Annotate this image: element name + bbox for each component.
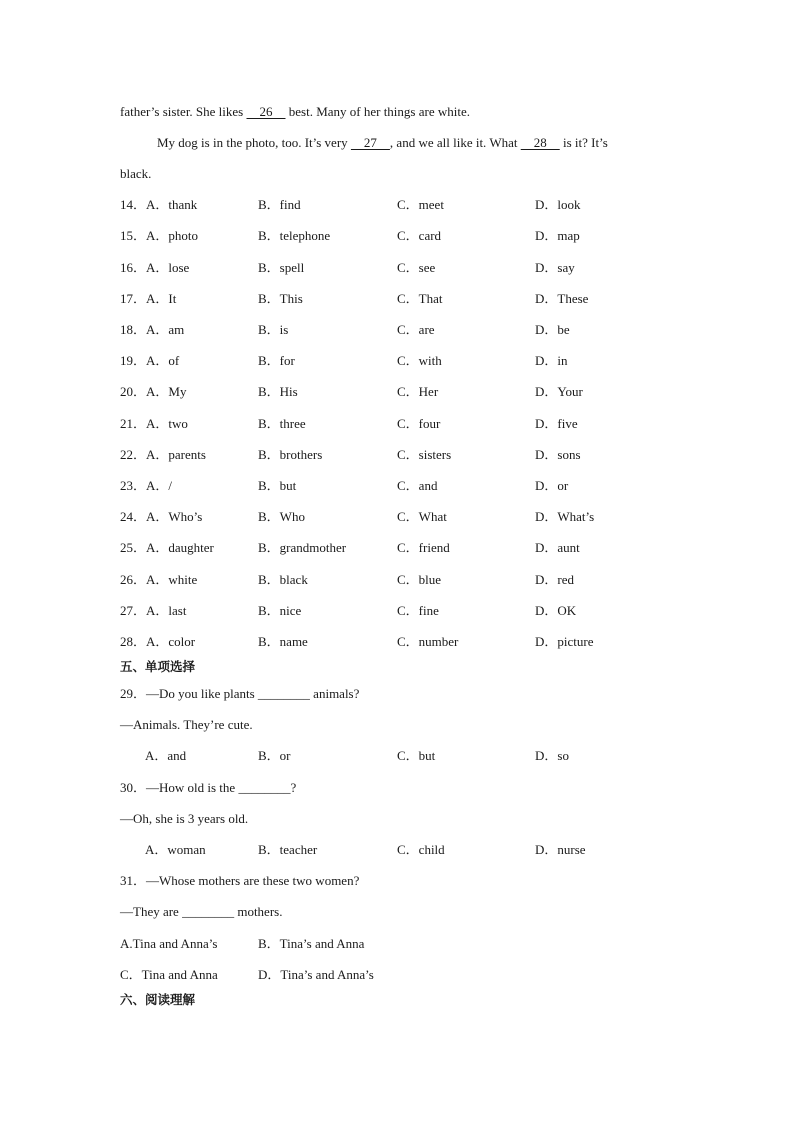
- blank-28: 28: [520, 135, 560, 150]
- option-d: D．aunt: [535, 540, 580, 555]
- question-30-options: [120, 842, 720, 858]
- question-31-options-cd: [120, 967, 720, 983]
- option-d: D．These: [535, 291, 589, 306]
- option-b: B．name: [258, 634, 308, 649]
- option-a: 27．A．last: [120, 603, 187, 618]
- cloze-row-15: [120, 228, 720, 244]
- option-b: B．brothers: [258, 447, 323, 462]
- option-b: B．teacher: [258, 842, 318, 857]
- option-d: D．map: [535, 228, 580, 243]
- option-b: B．grandmother: [258, 540, 347, 555]
- option-d: D．so: [535, 748, 569, 763]
- passage-line-2: [157, 135, 608, 151]
- option-b: B．spell: [258, 260, 305, 275]
- option-a: 17．A．It: [120, 291, 177, 306]
- cloze-row-21: [120, 416, 720, 432]
- option-c: C．child: [397, 842, 445, 857]
- option-b: B．black: [258, 572, 308, 587]
- question-31-options-ab: [120, 936, 720, 952]
- option-d: D．nurse: [535, 842, 586, 857]
- cloze-row-27: [120, 603, 720, 619]
- cloze-row-14: [120, 197, 720, 213]
- question-29-options: [120, 748, 720, 764]
- option-a: 23．A．/: [120, 478, 173, 493]
- option-a: 21．A．two: [120, 416, 188, 431]
- option-c: C．Tina and Anna: [120, 967, 218, 982]
- passage-text: father’s sister. She likes: [120, 104, 247, 119]
- option-b: B．nice: [258, 603, 302, 618]
- passage-line-3: black.: [120, 166, 152, 181]
- option-a: 14．A．thank: [120, 197, 198, 212]
- option-c: C．card: [397, 228, 442, 243]
- passage-text: , and we all like it. What: [389, 135, 521, 150]
- passage-line-1: [120, 104, 470, 120]
- option-b: B．Who: [258, 509, 305, 524]
- option-d: D．Your: [535, 384, 583, 399]
- option-c: C．friend: [397, 540, 450, 555]
- option-b: B．but: [258, 478, 297, 493]
- cloze-row-17: [120, 291, 720, 307]
- option-c: C．That: [397, 291, 443, 306]
- option-c: C．are: [397, 322, 435, 337]
- section-5-heading: 五、单项选择: [120, 659, 196, 674]
- option-b: B．This: [258, 291, 303, 306]
- cloze-row-16: [120, 260, 720, 276]
- passage-text: My dog is in the photo, too. It’s very: [157, 135, 351, 150]
- option-c: C．four: [397, 416, 441, 431]
- option-c: C．and: [397, 478, 438, 493]
- option-d: D．Tina’s and Anna’s: [258, 967, 374, 982]
- option-b: B．three: [258, 416, 306, 431]
- blank-27: 27: [350, 135, 390, 150]
- cloze-row-28: [120, 634, 720, 650]
- option-b: B．Tina’s and Anna: [258, 936, 365, 951]
- option-b: B．or: [258, 748, 291, 763]
- option-a: 20．A．My: [120, 384, 187, 399]
- option-c: C．number: [397, 634, 459, 649]
- option-a: A．and: [145, 748, 187, 763]
- question-31-reply: —They are ________ mothers.: [120, 904, 283, 919]
- option-c: C．fine: [397, 603, 439, 618]
- cloze-row-18: [120, 322, 720, 338]
- cloze-row-24: [120, 509, 720, 525]
- passage-text: is it? It’s: [559, 135, 608, 150]
- option-a: 18．A．am: [120, 322, 185, 337]
- option-d: D．say: [535, 260, 575, 275]
- question-30-stem: 30．—How old is the ________?: [120, 780, 297, 795]
- option-d: D．red: [535, 572, 574, 587]
- option-d: D．or: [535, 478, 569, 493]
- option-d: D．What’s: [535, 509, 595, 524]
- section-6-heading: 六、阅读理解: [120, 992, 196, 1007]
- question-29-stem: 29．—Do you like plants ________ animals?: [120, 686, 360, 701]
- option-c: C．meet: [397, 197, 444, 212]
- question-30-reply: —Oh, she is 3 years old.: [120, 811, 249, 826]
- option-a: 24．A．Who’s: [120, 509, 203, 524]
- option-a: 28．A．color: [120, 634, 196, 649]
- option-a: 22．A．parents: [120, 447, 206, 462]
- option-a: 26．A．white: [120, 572, 198, 587]
- option-b: B．for: [258, 353, 295, 368]
- option-b: B．find: [258, 197, 301, 212]
- option-d: D．OK: [535, 603, 577, 618]
- option-b: B．telephone: [258, 228, 331, 243]
- blank-26: 26: [246, 104, 286, 119]
- option-c: C．What: [397, 509, 447, 524]
- option-d: D．sons: [535, 447, 581, 462]
- option-a: 19．A．of: [120, 353, 180, 368]
- cloze-row-25: [120, 540, 720, 556]
- option-a: 15．A．photo: [120, 228, 199, 243]
- option-d: D．be: [535, 322, 570, 337]
- option-c: C．with: [397, 353, 442, 368]
- passage-text: best. Many of her things are white.: [285, 104, 470, 119]
- option-d: D．look: [535, 197, 581, 212]
- option-a: A.Tina and Anna’s: [120, 936, 218, 951]
- question-31-stem: 31．—Whose mothers are these two women?: [120, 873, 360, 888]
- option-d: D．picture: [535, 634, 594, 649]
- cloze-row-19: [120, 353, 720, 369]
- cloze-row-20: [120, 384, 720, 400]
- cloze-row-23: [120, 478, 720, 494]
- option-c: C．see: [397, 260, 436, 275]
- option-d: D．in: [535, 353, 568, 368]
- option-a: 25．A．daughter: [120, 540, 214, 555]
- option-a: A．woman: [145, 842, 206, 857]
- option-c: C．Her: [397, 384, 439, 399]
- option-b: B．is: [258, 322, 289, 337]
- option-c: C．blue: [397, 572, 442, 587]
- option-c: C．but: [397, 748, 436, 763]
- cloze-row-26: [120, 572, 720, 588]
- option-d: D．five: [535, 416, 578, 431]
- question-29-reply: —Animals. They’re cute.: [120, 717, 253, 732]
- cloze-row-22: [120, 447, 720, 463]
- option-a: 16．A．lose: [120, 260, 190, 275]
- option-b: B．His: [258, 384, 298, 399]
- option-c: C．sisters: [397, 447, 452, 462]
